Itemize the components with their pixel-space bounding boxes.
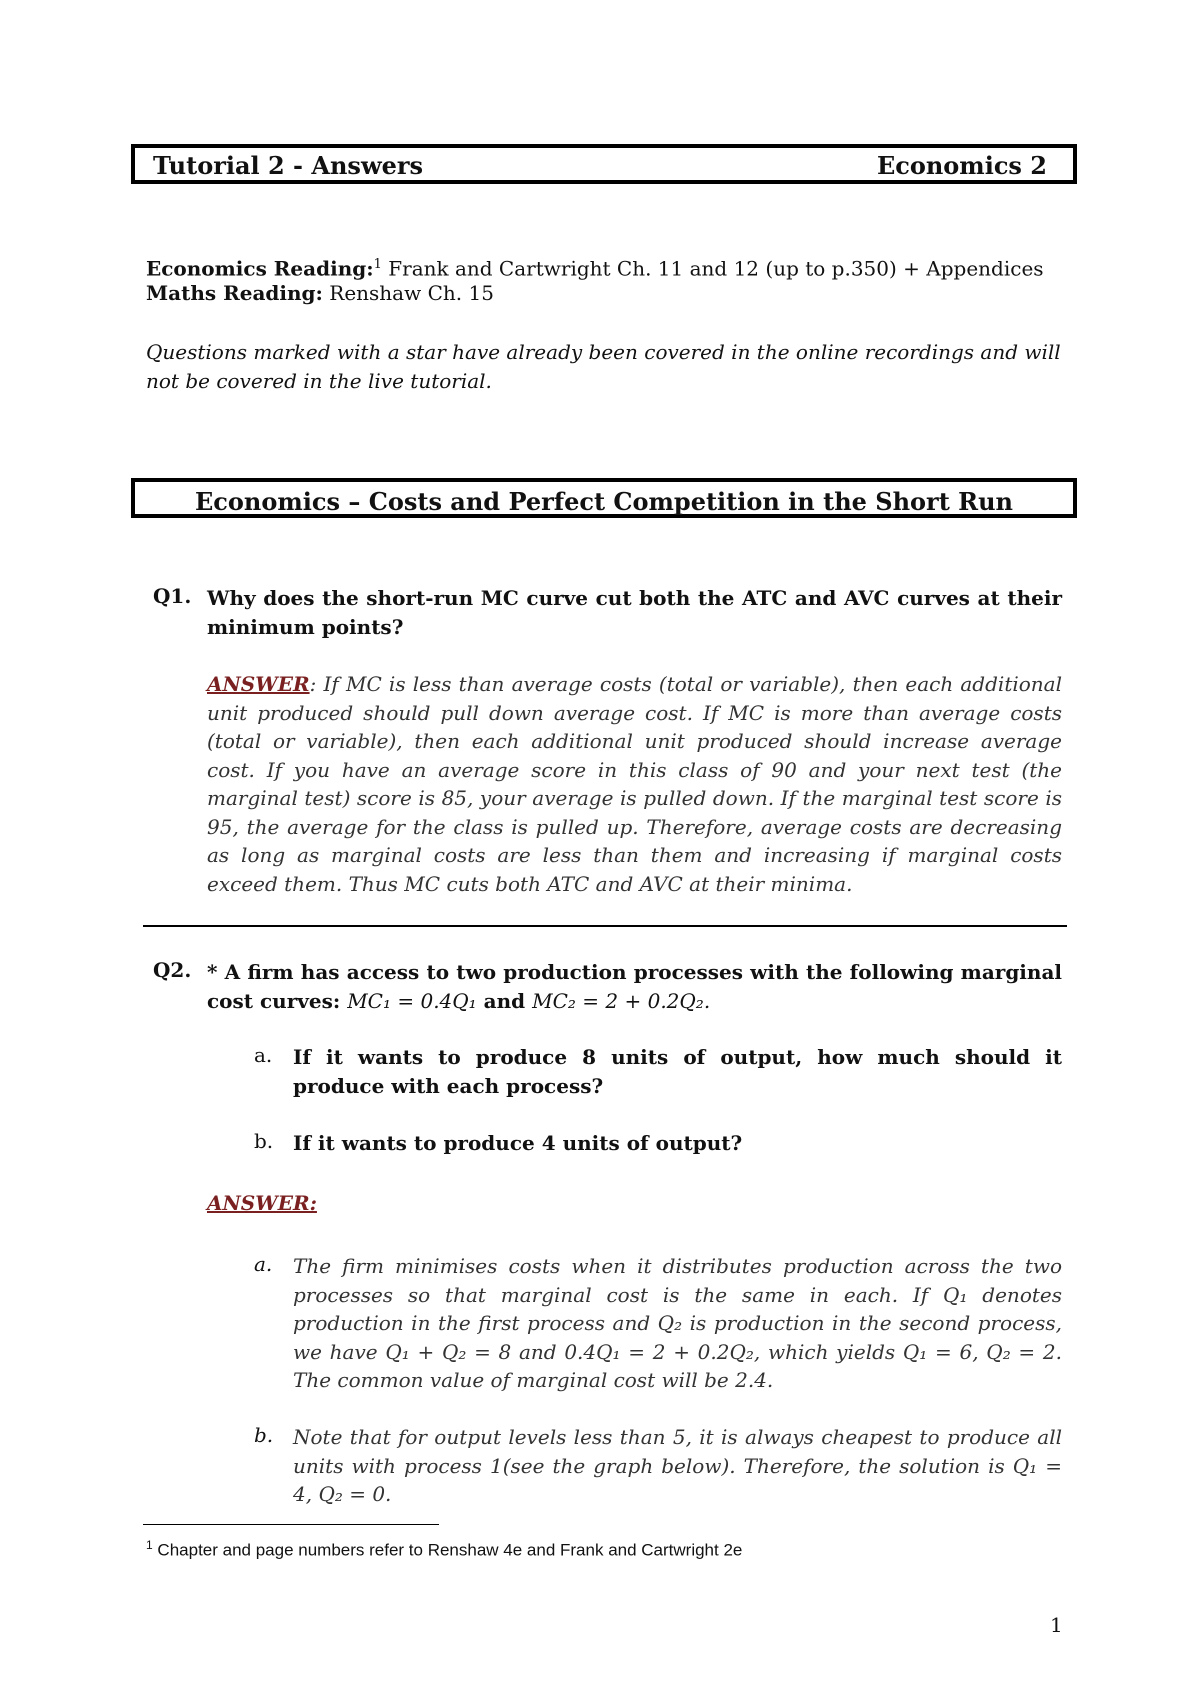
- footnote-rule: [143, 1524, 439, 1525]
- page-number: 1: [1050, 1613, 1063, 1637]
- q2-part-a: If it wants to produce 8 units of output, how much should it produce with each process?: [293, 1045, 1062, 1098]
- q2-question: * A firm has access to two production processes with the following marginal cost curves: MC₁ = 0.4Q₁ and MC₂ = 2 + 0.2Q₂.: [207, 960, 1062, 1013]
- q1-answer-label: ANSWER: [207, 672, 310, 696]
- star-note: Questions marked with a star have already been covered in the online recordings and will not be covered in the live tutorial.: [146, 340, 1061, 393]
- document-title: Tutorial 2 - Answers: [153, 151, 424, 180]
- economics-reading: Economics Reading:$^1$ Frank and Cartwright Ch. 11 and 12 (up to p.350) + Appendices: [146, 256, 1044, 281]
- course-name: Economics 2: [876, 151, 1047, 180]
- maths-reading: Maths Reading: Renshaw Ch. 15: [146, 281, 494, 305]
- mc2-equation: MC₂ = 2 + 0.2Q₂.: [532, 989, 711, 1013]
- q2-answer-b-letter: b.: [254, 1423, 274, 1447]
- q2-part-a-letter: a.: [254, 1043, 273, 1067]
- q1-question: Why does the short-run MC curve cut both the ATC and AVC curves at their minimum points?: [207, 586, 1062, 639]
- q2-answer-a: The firm minimises costs when it distributes production across the two processes so that marginal cost is the same in each. If Q₁ denotes production in the first process and Q₂ is production in the second process, we have Q₁ + Q₂ = 8 and 0.4Q₁ = 2 + 0.2Q₂, which yields Q₁ = 6, Q₂ = 2. The common value of marginal cost will be 2.4.: [293, 1254, 1062, 1392]
- q2-answer-a-letter: a.: [254, 1252, 273, 1276]
- mc1-equation: MC₁ = 0.4Q₁: [347, 989, 477, 1013]
- q2-part-b-letter: b.: [254, 1129, 274, 1153]
- q2-answer-b: Note that for output levels less than 5, it is always cheapest to produce all units with process 1(see the graph below). Therefore, the solution is Q₁ = 4, Q₂ = 0.: [293, 1425, 1062, 1506]
- q2-answer-label: ANSWER:: [207, 1191, 317, 1215]
- q1-answer-text: : If MC is less than average costs (total or variable), then each additional unit produced should pull down average cost. If MC is more than average costs (total or variable), then each additional unit produced should increase average cost. If you have an average score in this class of 90 and your next test (the marginal test) score is 85, your average is pulled down. If the marginal test score is 95, the average for the class is pulled up. Therefore, average costs are decreasing as long as marginal costs are less than them and increasing if marginal costs exceed them. Thus MC cuts both ATC and AVC at their minima.: [207, 672, 1062, 896]
- header-box: [131, 144, 1077, 184]
- q2-part-b: If it wants to produce 4 units of output?: [293, 1131, 743, 1155]
- section-box: [131, 478, 1077, 518]
- q2-number: Q2.: [153, 958, 192, 982]
- footnote: $^1$ Chapter and page numbers refer to Renshaw 4e and Frank and Cartwright 2e: [146, 1538, 743, 1560]
- section-divider: [143, 925, 1067, 927]
- section-title: Economics – Costs and Perfect Competition in the Short Run: [195, 487, 1013, 516]
- q1-answer: [207, 670, 1062, 898]
- q1-number: Q1.: [153, 584, 192, 608]
- footnote-ref: 1: [373, 257, 382, 272]
